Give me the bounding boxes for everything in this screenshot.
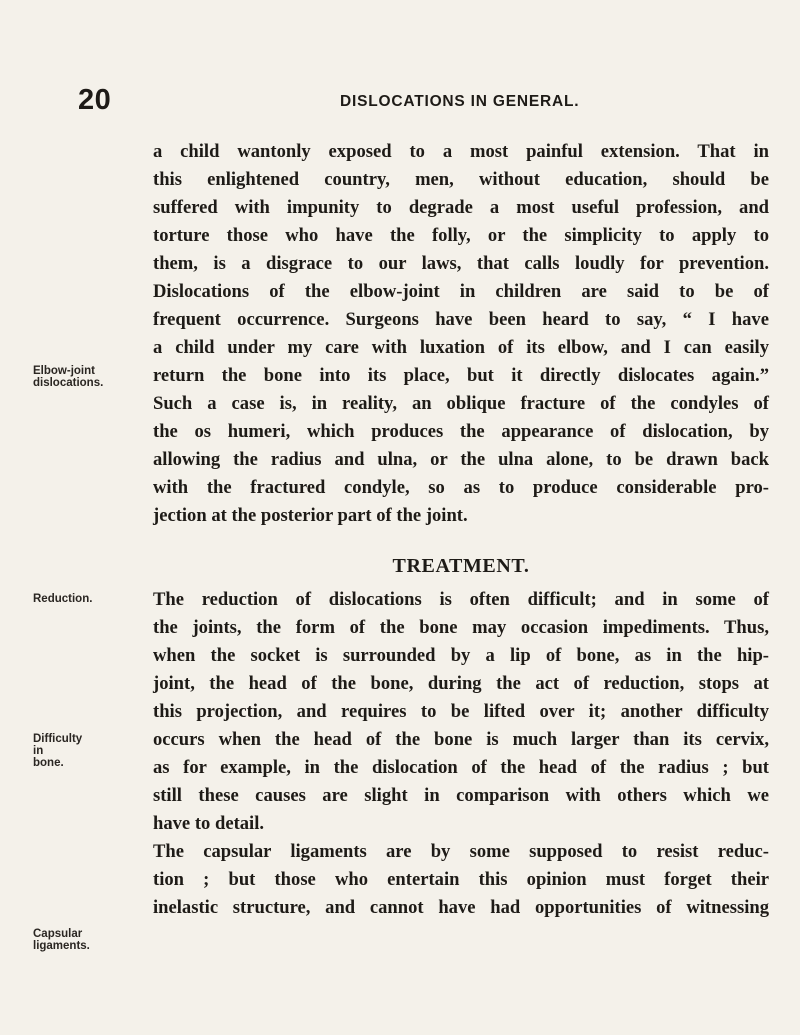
- margin-note-capsular: Capsular ligaments.: [33, 928, 90, 952]
- text-line: tion ; but those who entertain this opinion must forget their: [153, 869, 769, 890]
- running-title: DISLOCATIONS IN GENERAL.: [340, 93, 580, 110]
- text-line: suffered with impunity to degrade a most useful profession, and: [153, 197, 769, 218]
- page-number: 20: [78, 84, 112, 116]
- text-line: inelastic structure, and cannot have had opportunities of witnessing: [153, 897, 769, 918]
- text-line: occurs when the head of the bone is much larger than its cervix,: [153, 729, 769, 750]
- margin-note-difficulty: Difficulty in bone.: [33, 733, 83, 769]
- text-line: a child wantonly exposed to a most painful extension. That in: [153, 141, 769, 162]
- text-line: still these causes are slight in comparison with others which we: [153, 785, 769, 806]
- text-line: this projection, and requires to be lifted over it; another difficulty: [153, 701, 769, 722]
- text-line: the joints, the form of the bone may occasion impediments. Thus,: [153, 617, 769, 638]
- text-line: a child under my care with luxation of its elbow, and I can easily: [153, 337, 769, 358]
- text-line: jection at the posterior part of the joint.: [153, 505, 468, 526]
- text-line: them, is a disgrace to our laws, that calls loudly for prevention.: [153, 253, 769, 274]
- text-line: allowing the radius and ulna, or the ulna alone, to be drawn back: [153, 449, 769, 470]
- text-line: the os humeri, which produces the appearance of dislocation, by: [153, 421, 769, 442]
- text-line: have to detail.: [153, 813, 265, 834]
- body-text: [153, 138, 769, 922]
- margin-note-reduction: Reduction.: [33, 593, 93, 605]
- text-line: when the socket is surrounded by a lip of bone, as in the hip-: [153, 645, 769, 666]
- text-line: The reduction of dislocations is often difficult; and in some of: [153, 589, 769, 610]
- text-line: Dislocations of the elbow-joint in children are said to be of: [153, 281, 769, 302]
- page-header: [78, 84, 738, 124]
- section-heading: TREATMENT.: [392, 555, 530, 577]
- text-line: this enlightened country, men, without education, should be: [153, 169, 769, 190]
- text-line: return the bone into its place, but it directly dislocates again.”: [153, 365, 769, 386]
- text-line: as for example, in the dislocation of the head of the radius ; but: [153, 757, 769, 778]
- text-line: Such a case is, in reality, an oblique fracture of the condyles of: [153, 393, 769, 414]
- text-line: The capsular ligaments are by some supposed to resist reduc-: [153, 841, 769, 862]
- margin-note-elbow-joint: Elbow-joint dislocations.: [33, 365, 104, 389]
- text-line: joint, the head of the bone, during the act of reduction, stops at: [153, 673, 769, 694]
- text-line: with the fractured condyle, so as to produce considerable pro-: [153, 477, 769, 498]
- text-line: torture those who have the folly, or the simplicity to apply to: [153, 225, 769, 246]
- text-line: frequent occurrence. Surgeons have been heard to say, “ I have: [153, 309, 769, 330]
